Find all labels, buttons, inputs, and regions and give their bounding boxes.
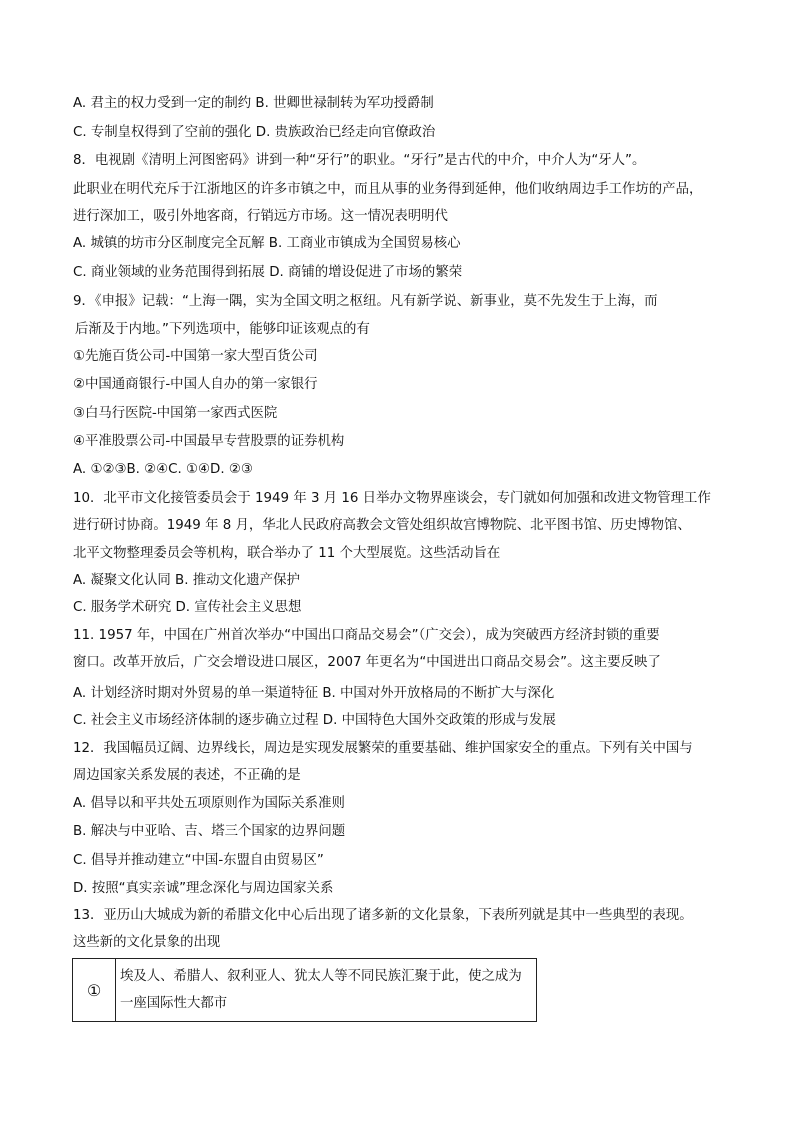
q9-stem-line2: 后渐及于内地。”下列选项中，能够印证该观点的有 bbox=[75, 322, 370, 337]
q12-option-d: D. 按照“真实亲诚”理念深化与周边国家关系 bbox=[73, 881, 334, 896]
q12-stem-line1: 12．我国幅员辽阔、边界线长，周边是实现发展繁荣的重要基础、维护国家安全的重点。下列有关中国与 bbox=[73, 741, 693, 756]
q8-stem-line3: 进行深加工，吸引外地客商，行销远方市场。这一情况表明明代 bbox=[73, 209, 448, 224]
q11-stem-line1: 11. 1957 年，中国在广州首次举办“中国出口商品交易会”（广交会），成为突破西方经济封锁的重要 bbox=[73, 628, 660, 643]
q8-options-cd: C. 商业领域的业务范围得到拓展 D. 商铺的增设促进了市场的繁荣 bbox=[73, 265, 463, 280]
q13-stem-line2: 这些新的文化景象的出现 bbox=[73, 935, 221, 950]
q9-options: A. ①②③B. ②④C. ①④D. ②③ bbox=[73, 462, 253, 477]
q10-stem-line1: 10．北平市文化接管委员会于 1949 年 3 月 16 日举办文物界座谈会，专门就如何加强和改进文物管理工作 bbox=[73, 491, 711, 506]
q11-options-ab: A. 计划经济时期对外贸易的单一渠道特征 B. 中国对外开放格局的不断扩大与深化 bbox=[73, 686, 555, 701]
q10-options-ab: A. 凝聚文化认同 B. 推动文化遗产保护 bbox=[73, 573, 300, 588]
table-row bbox=[73, 959, 537, 1022]
q12-option-c: C. 倡导并推动建立“中国-东盟自由贸易区” bbox=[73, 853, 324, 868]
q7-options-ab: A. 君主的权力受到一定的制约 B. 世卿世禄制转为军功授爵制 bbox=[73, 96, 434, 111]
q10-options-cd: C. 服务学术研究 D. 宣传社会主义思想 bbox=[73, 600, 302, 615]
q12-option-b: B. 解决与中亚哈、吉、塔三个国家的边界问题 bbox=[73, 824, 346, 839]
q9-item-3: ③白马行医院-中国第一家西式医院 bbox=[73, 406, 278, 421]
q8-options-ab: A. 城镇的坊市分区制度完全瓦解 B. 工商业市镇成为全国贸易核心 bbox=[73, 236, 461, 251]
q11-stem-line2: 窗口。改革开放后，广交会增设进口展区，2007 年更名为“中国进出口商品交易会”。这主要反映了 bbox=[73, 655, 661, 670]
q12-option-a: A. 倡导以和平共处五项原则作为国际关系准则 bbox=[73, 796, 345, 811]
table-row-text-line2: 一座国际性大都市 bbox=[120, 996, 228, 1011]
q7-options-cd: C. 专制皇权得到了空前的强化 D. 贵族政治已经走向官僚政治 bbox=[73, 125, 436, 140]
q9-stem-line1: 9．《申报》记载：“上海一隅，实为全国文明之枢纽。凡有新学说、新事业，莫不先发生于上海，而 bbox=[73, 294, 658, 309]
q9-item-1: ①先施百货公司-中国第一家大型百货公司 bbox=[73, 349, 318, 364]
q8-stem-line1: 8．电视剧《清明上河图密码》讲到一种“牙行”的职业。“牙行”是古代的中介，中介人为“牙人”。 bbox=[73, 153, 646, 168]
q8-stem-line2: 此职业在明代充斥于江浙地区的许多市镇之中，而且从事的业务得到延伸，他们收纳周边手工作坊的产品， bbox=[73, 182, 703, 197]
q13-table bbox=[72, 958, 537, 1022]
q9-item-4: ④平准股票公司-中国最早专营股票的证券机构 bbox=[73, 434, 345, 449]
table-row-text bbox=[116, 959, 537, 1022]
q10-stem-line2: 进行研讨协商。1949 年 8 月，华北人民政府高教会文管处组织故宫博物院、北平图书馆、历史博物馆、 bbox=[73, 518, 691, 533]
q11-options-cd: C. 社会主义市场经济体制的逐步确立过程 D. 中国特色大国外交政策的形成与发展 bbox=[73, 713, 556, 728]
q13-stem-line1: 13．亚历山大城成为新的希腊文化中心后出现了诸多新的文化景象，下表所列就是其中一些典型的表现。 bbox=[73, 908, 693, 923]
q10-stem-line3: 北平文物整理委员会等机构，联合举办了 11 个大型展览。这些活动旨在 bbox=[73, 546, 501, 561]
q9-item-2: ②中国通商银行-中国人自办的第一家银行 bbox=[73, 377, 318, 392]
table-row-text-line1: 埃及人、希腊人、叙利亚人、犹太人等不同民族汇聚于此，使之成为 bbox=[120, 969, 522, 984]
table-row-number: ① bbox=[73, 959, 116, 1022]
q12-stem-line2: 周边国家关系发展的表述，不正确的是 bbox=[73, 768, 301, 783]
